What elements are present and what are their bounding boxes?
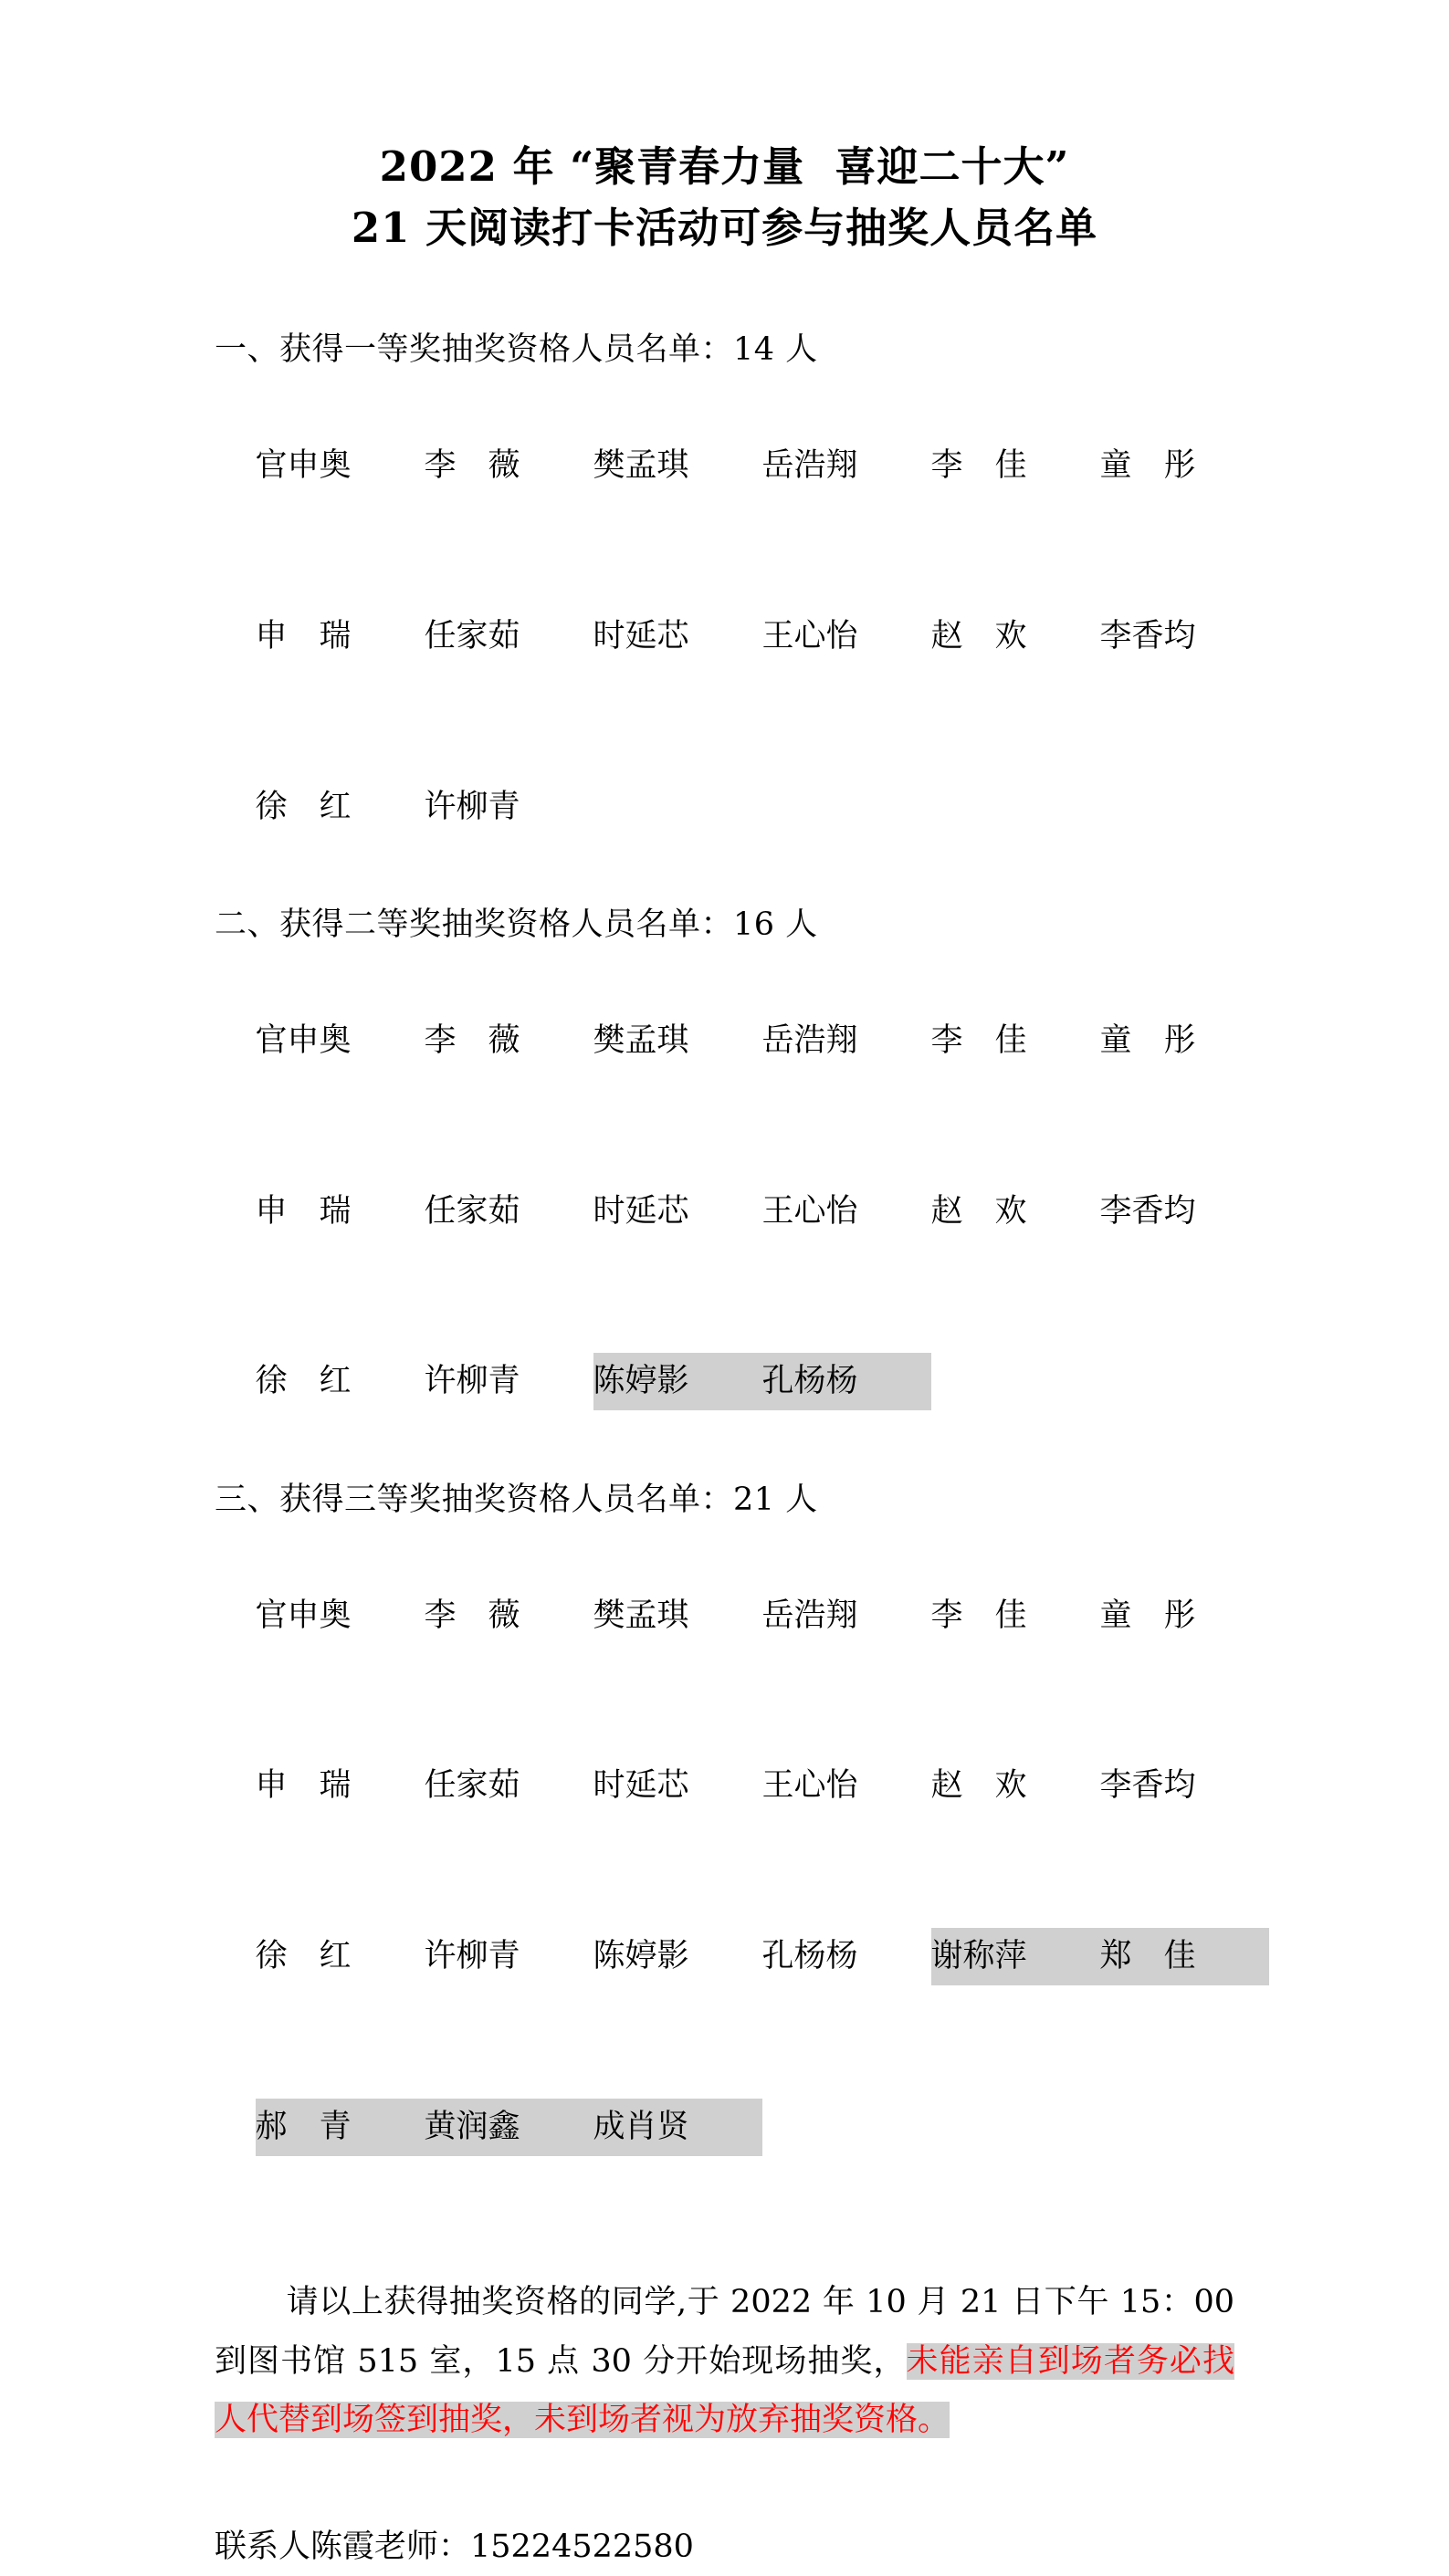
name-row	[215, 1530, 1234, 1701]
name-cell: 任家茹	[424, 1767, 520, 1805]
notice-plain-text: 请以上获得抽奖资格的同学,于 2022 年 10 月 21 日下午 15：00 到图书馆 515 室，15 点 30 分开始现场抽奖，	[215, 2283, 1234, 2380]
name-cell: 任家茹	[424, 617, 520, 654]
contact-line: 联系人陈霞老师：15224522580	[215, 2529, 694, 2566]
name-cell: 李香均	[1099, 1767, 1196, 1805]
notice-paragraph	[215, 2273, 1234, 2450]
name-cell: 申 瑞	[255, 1192, 352, 1230]
name-cell: 陈婷影	[593, 1938, 689, 1975]
name-cell: 徐 红	[255, 1363, 352, 1400]
name-cell: 孔杨杨	[761, 1938, 858, 1975]
notice-warning-text: 未能亲自到场者务必找人代替到场签到抽奖，未到场者视为放弃抽奖资格。	[215, 2342, 1234, 2439]
name-cell: 童 彤	[1099, 1021, 1196, 1059]
title-line-1: 2022 年 “聚青春力量 喜迎二十大”	[379, 142, 1070, 191]
name-row	[215, 1871, 1234, 2042]
name-cell: 赵 欢	[930, 1192, 1027, 1230]
name-cell: 任家茹	[424, 1192, 520, 1230]
name-cell: 徐 红	[255, 788, 352, 825]
name-cell: 徐 红	[255, 1938, 352, 1975]
name-cell: 樊孟琪	[593, 446, 689, 484]
name-row	[215, 2042, 1234, 2213]
name-cell-highlighted: 郑 佳	[1100, 1928, 1269, 1984]
name-row	[215, 1126, 1234, 1296]
document-title	[215, 137, 1234, 258]
name-cell-highlighted: 成肖贤	[593, 2099, 762, 2155]
name-cell: 岳浩翔	[761, 1021, 858, 1059]
name-cell: 赵 欢	[930, 1767, 1027, 1805]
name-cell: 李 薇	[424, 446, 520, 484]
name-row	[215, 380, 1234, 550]
name-cell: 樊孟琪	[593, 1021, 689, 1059]
name-cell: 童 彤	[1099, 1597, 1196, 1634]
name-cell: 王心怡	[761, 1767, 858, 1805]
name-cell: 樊孟琪	[593, 1597, 689, 1634]
name-cell: 李 佳	[930, 1021, 1027, 1059]
name-cell: 申 瑞	[255, 1767, 352, 1805]
section-heading-second-prize: 二、获得二等奖抽奖资格人员名单：16 人	[215, 906, 818, 944]
name-row	[215, 1701, 1234, 1871]
name-cell: 许柳青	[424, 1363, 520, 1400]
name-cell: 官申奥	[255, 1021, 352, 1059]
name-cell: 赵 欢	[930, 617, 1027, 654]
title-line-2: 21 天阅读打卡活动可参与抽奖人员名单	[351, 203, 1098, 252]
name-cell: 王心怡	[761, 617, 858, 654]
name-cell: 许柳青	[424, 788, 520, 825]
section-heading-first-prize: 一、获得一等奖抽奖资格人员名单：14 人	[215, 331, 818, 369]
name-row	[215, 955, 1234, 1126]
name-cell: 岳浩翔	[761, 1597, 858, 1634]
name-row	[215, 721, 1234, 892]
name-cell-highlighted: 谢称萍	[931, 1928, 1100, 1984]
name-cell: 李 薇	[424, 1021, 520, 1059]
name-cell: 童 彤	[1099, 446, 1196, 484]
name-cell: 李 佳	[930, 1597, 1027, 1634]
name-cell: 官申奥	[255, 1597, 352, 1634]
name-cell: 申 瑞	[255, 617, 352, 654]
name-cell: 时延芯	[593, 1192, 689, 1230]
name-cell-highlighted: 陈婷影	[593, 1353, 762, 1409]
name-cell: 岳浩翔	[761, 446, 858, 484]
name-cell: 王心怡	[761, 1192, 858, 1230]
name-cell: 李 佳	[930, 446, 1027, 484]
name-cell-highlighted: 黄润鑫	[425, 2099, 593, 2155]
name-cell-highlighted: 郝 青	[256, 2099, 425, 2155]
name-cell-highlighted: 孔杨杨	[762, 1353, 931, 1409]
name-cell: 李香均	[1099, 1192, 1196, 1230]
name-row	[215, 550, 1234, 721]
spacer	[215, 2213, 1234, 2264]
section-heading-third-prize: 三、获得三等奖抽奖资格人员名单：21 人	[215, 1482, 818, 1519]
name-cell: 时延芯	[593, 617, 689, 654]
name-cell: 官申奥	[255, 446, 352, 484]
name-cell: 李 薇	[424, 1597, 520, 1634]
name-cell: 时延芯	[593, 1767, 689, 1805]
name-cell: 许柳青	[424, 1938, 520, 1975]
name-cell: 李香均	[1099, 617, 1196, 654]
name-row	[215, 1296, 1234, 1467]
